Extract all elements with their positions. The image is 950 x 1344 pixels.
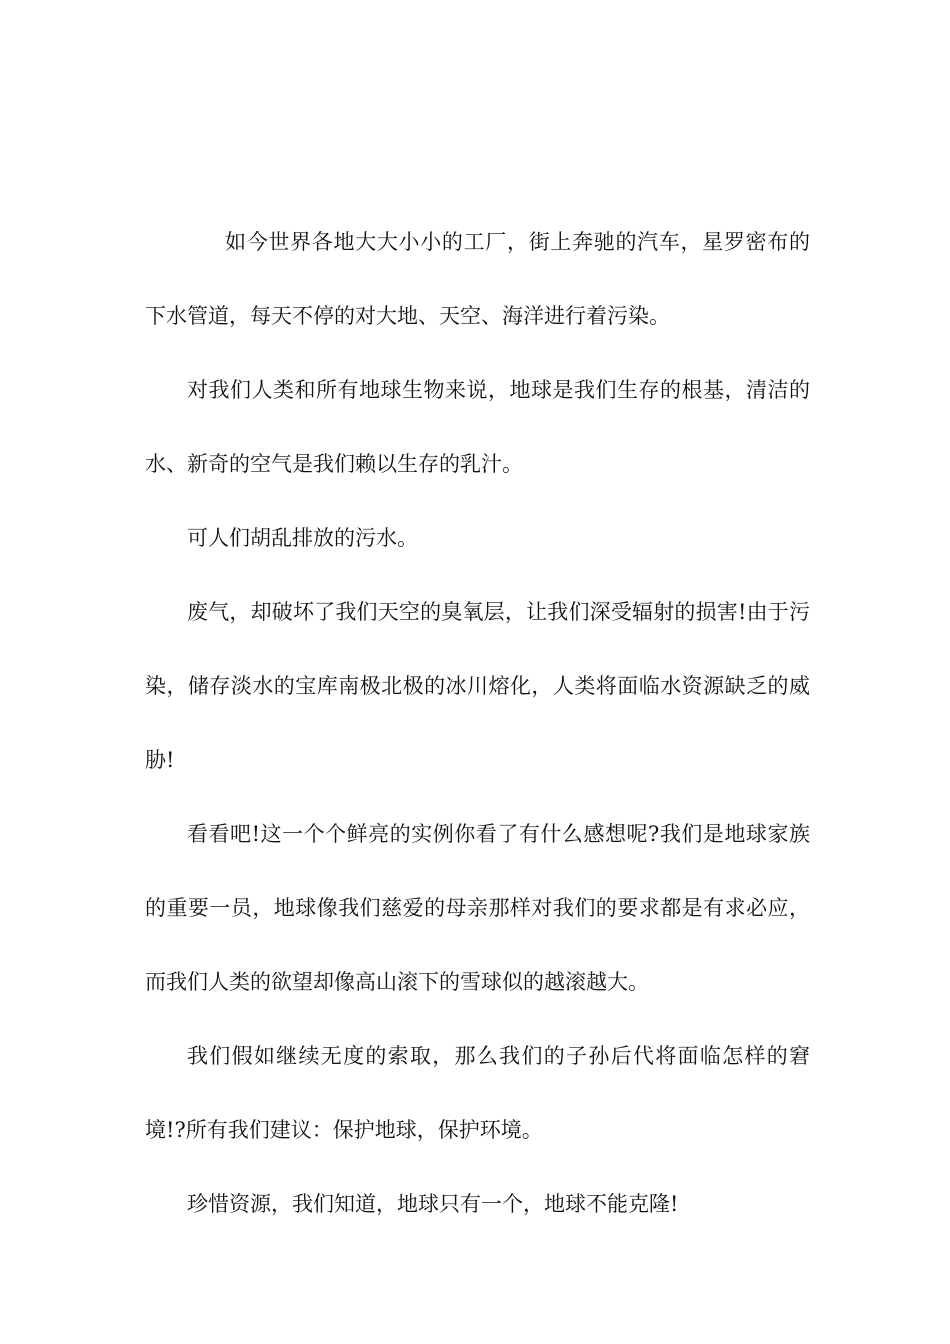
document-body [145,205,810,1241]
paragraph-5: 看看吧!这一个个鲜亮的实例你看了有什么感想呢?我们是地球家族的重要一员，地球像我们慈爱的母亲那样对我们的要求都是有求必应，而我们人类的欲望却像高山滚下的雪球似的越滚越大。 [145,822,810,994]
paragraph-6: 我们假如继续无度的索取，那么我们的子孙后代将面临怎样的窘境!?所有我们建议：保护地球，保护环境。 [145,1044,810,1142]
paragraph-1: 如今世界各地大大小小的工厂，街上奔驰的汽车，星罗密布的下水管道，每天不停的对大地、天空、海洋进行着污染。 [145,230,810,328]
paragraph-2: 对我们人类和所有地球生物来说，地球是我们生存的根基，清洁的水、新奇的空气是我们赖以生存的乳汁。 [145,378,810,476]
paragraph-4: 废气，却破坏了我们天空的臭氧层，让我们深受辐射的损害!由于污染，储存淡水的宝库南极北极的冰川熔化，人类将面临水资源缺乏的威胁! [145,600,810,772]
paragraph-7: 珍惜资源，我们知道，地球只有一个，地球不能克隆! [187,1192,679,1216]
paragraph-3: 可人们胡乱排放的污水。 [187,526,418,550]
